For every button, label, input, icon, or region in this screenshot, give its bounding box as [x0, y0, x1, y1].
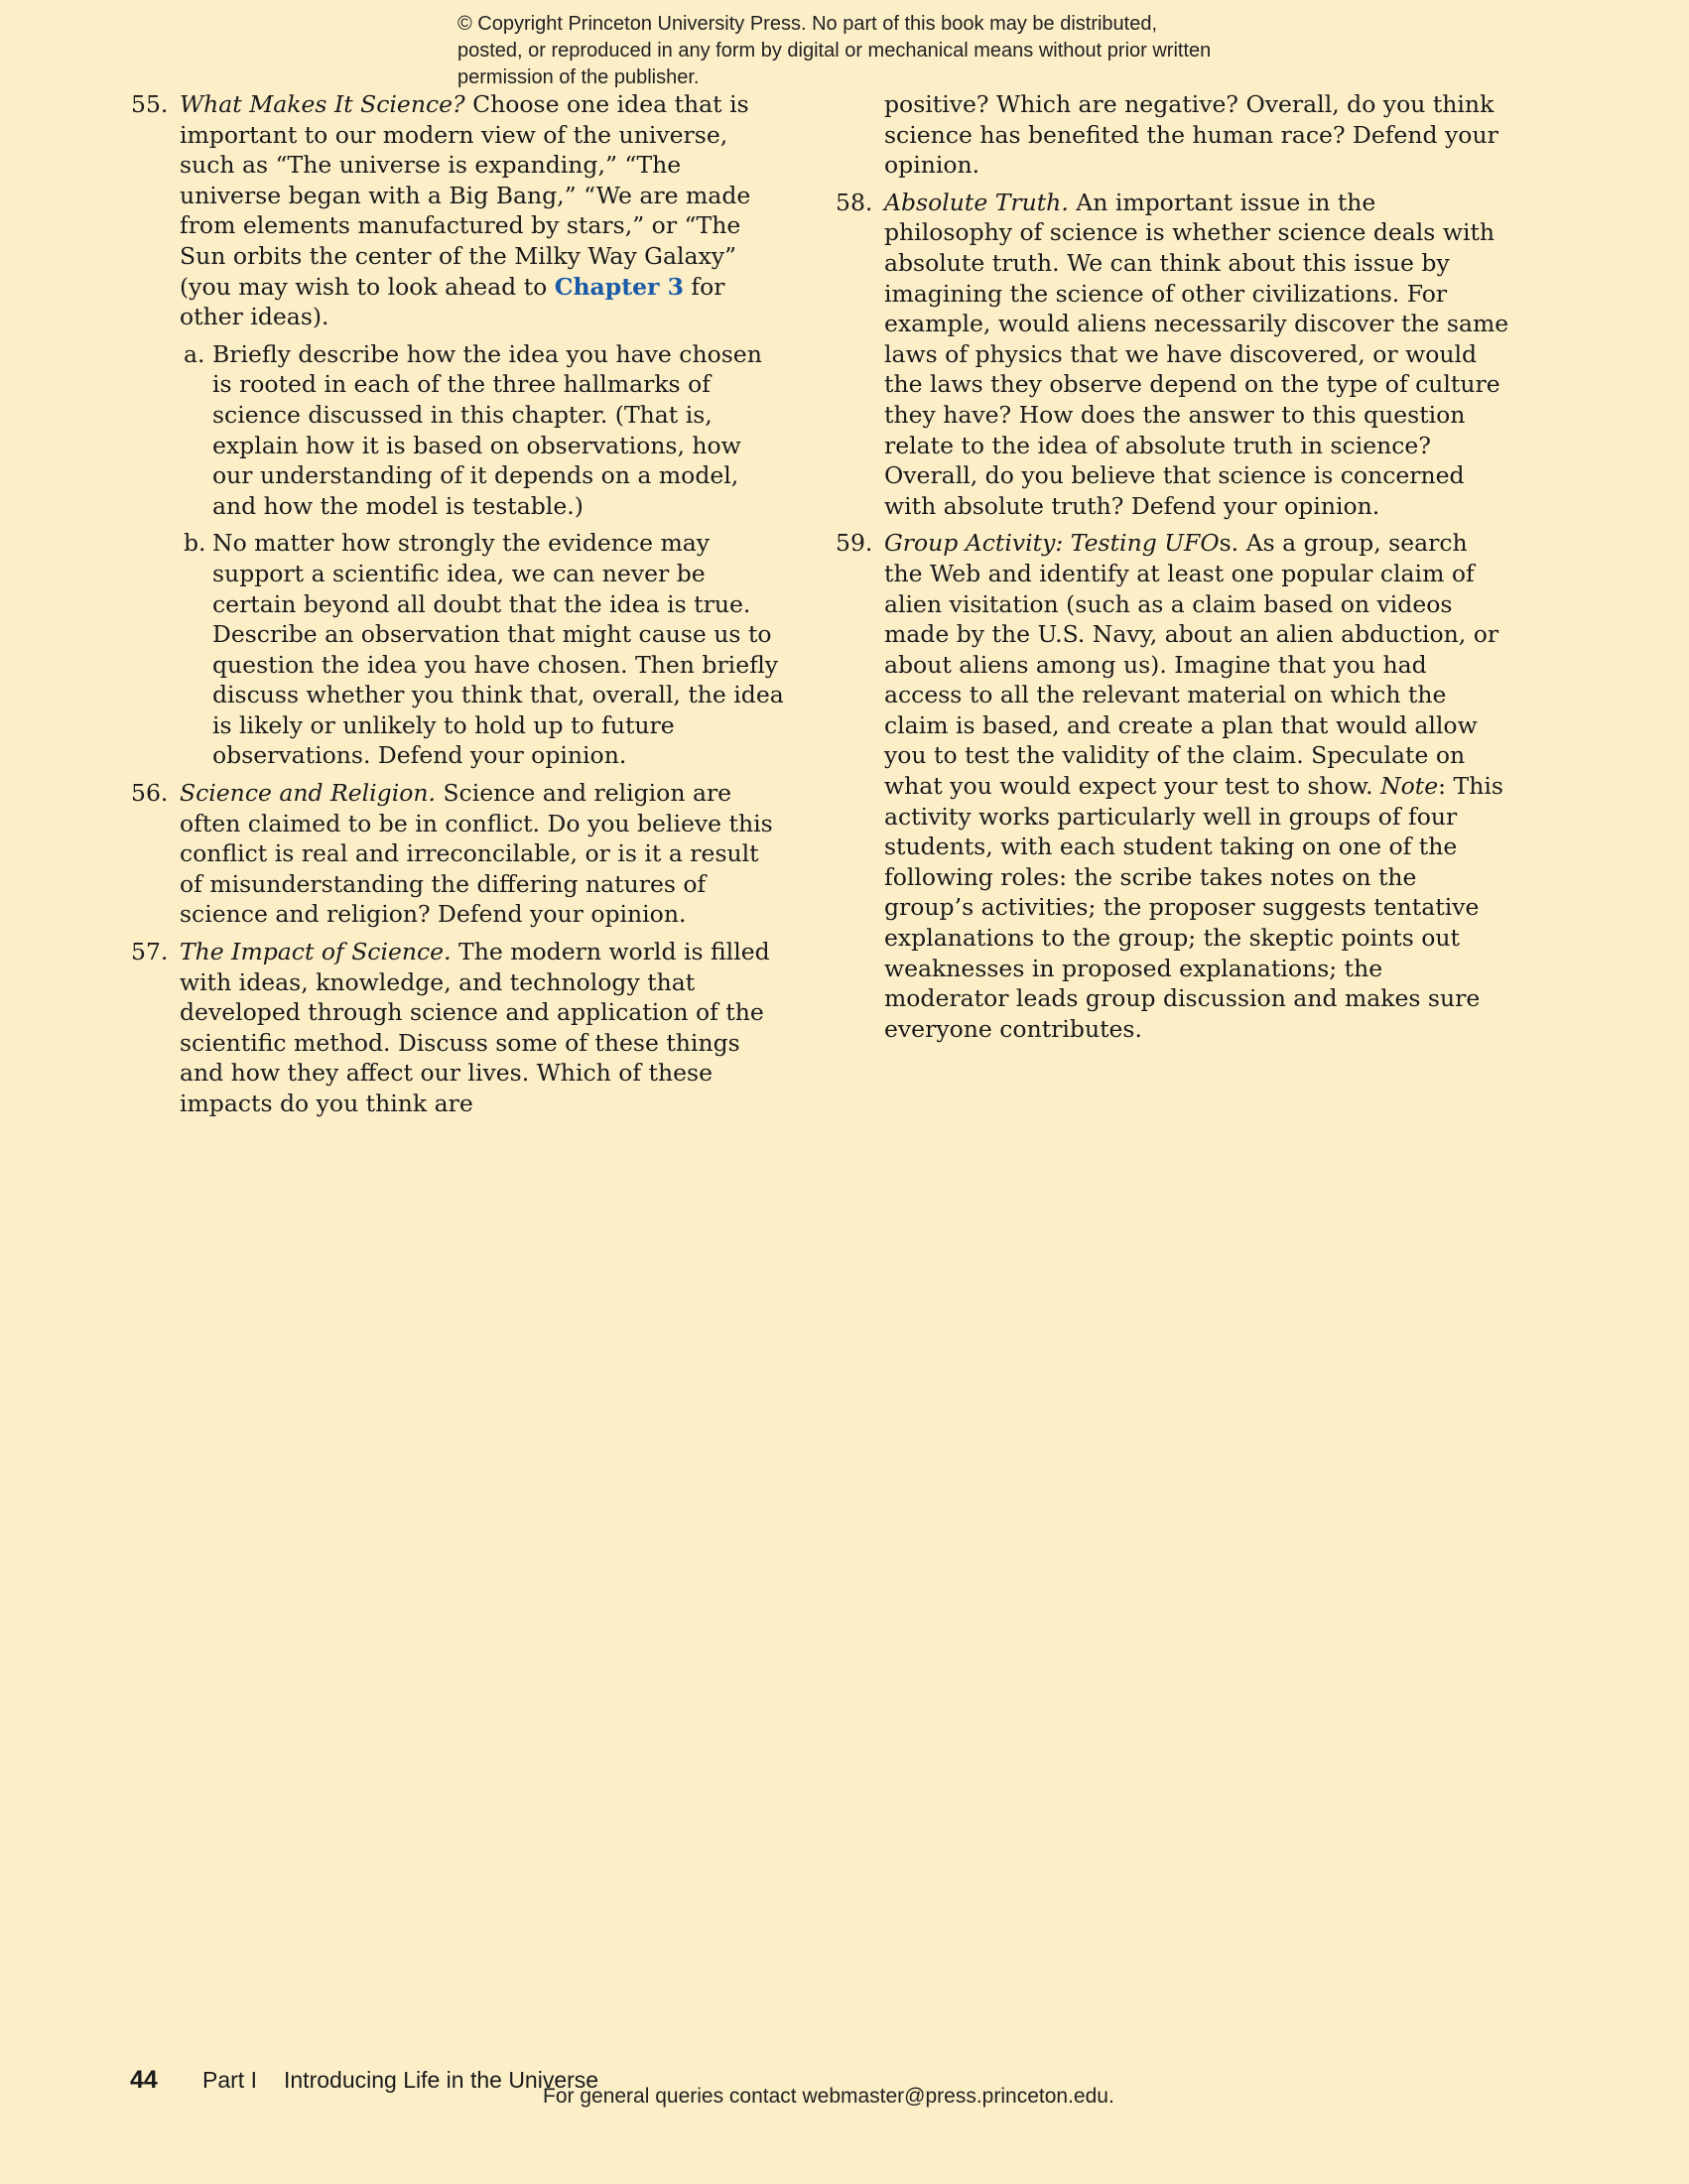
right-column — [836, 89, 1510, 1051]
question-body: Choose one idea that is important to our modern view of the universe, such as “The universe is expanding,” “The universe began with a Big Bang,” “We are made from elements manufactured by stars,” or “The Sun orbits the center of the Milky Way Galaxy” (you may wish to look ahead to — [180, 90, 751, 301]
question-55-part-b — [131, 528, 786, 771]
question-title: The Impact of Science. — [180, 938, 452, 966]
question-body: The modern world is filled with ideas, knowledge, and technology that developed through science and application of the scientific method. Discuss some of these things and how they affect our lives. Which of these impacts do you think are — [180, 938, 770, 1117]
question-text — [884, 528, 1510, 1044]
question-title: What Makes It Science? — [180, 90, 465, 118]
question-55 — [131, 89, 786, 332]
copyright-notice: © Copyright Princeton University Press. No part of this book may be distributed, posted, or reproduced in any form by digital or mechanical means without prior written permission of the publisher. — [457, 13, 1212, 88]
note-label: Note — [1380, 772, 1439, 801]
part-text: Briefly describe how the idea you have chosen is rooted in each of the three hallmarks of science discussed in this chapter. (That is, explain how it is based on observations, how our understanding of it depends on a model, and how the model is testable.) — [212, 339, 762, 520]
question-55-part-a — [131, 339, 786, 522]
question-number: 57. — [131, 938, 169, 966]
question-body: As a group, search the Web and identify at least one popular claim of alien visitation (such as a claim based on videos made by the U.S. Navy, about an alien abduction, or about aliens among us). Imagine that you had access to all the relevant material on which the claim is based, and create a plan that would allow you to test the validity of the claim. Speculate on what you would expect your test to show. — [884, 529, 1499, 801]
part-title: Introducing Life in the Universe — [284, 2067, 599, 2093]
question-text — [180, 778, 786, 930]
question-number: 59. — [836, 529, 873, 558]
question-text — [884, 188, 1510, 522]
left-column — [131, 89, 786, 1126]
question-body: An important issue in the philosophy of science is whether science deals with absolute truth. We can think about this issue by imagining the science of other civilizations. For example, would aliens necessarily discover the same laws of physics that we have discovered, or would the laws they observe depend on the type of culture they have? How does the answer to this question relate to the idea of absolute truth in science? Overall, do you believe that science is concerned with absolute truth? Defend your opinion. — [884, 188, 1509, 520]
question-number: 58. — [836, 188, 873, 216]
question-body-end: for other ideas). — [180, 272, 725, 331]
part-label: Part I — [202, 2067, 257, 2093]
question-title: Science and Religion. — [180, 779, 436, 808]
question-title: Group Activity: Testing UFO — [884, 529, 1220, 558]
question-title: Absolute Truth. — [884, 188, 1069, 216]
part-label: a. — [184, 339, 205, 368]
note-text: : This activity works particularly well in groups of four students, with each student taking on one of the following roles: the scribe takes notes on the group’s activities; the proposer suggests tentative explanations to the group; the skeptic points out weaknesses in proposed explanations; the moderator leads group discussion and makes sure everyone contributes. — [884, 772, 1503, 1043]
part-text: No matter how strongly the evidence may support a scientific idea, we can never be certain beyond all doubt that the idea is true. Describe an observation that might cause us to question the idea you have chosen. Then briefly discuss whether you think that, overall, the idea is likely or unlikely to hold up to future observations. Defend your opinion. — [212, 529, 784, 770]
question-text — [180, 89, 786, 332]
part-label: b. — [184, 529, 206, 558]
contact-notice: For general queries contact webmaster@press.princeton.edu. — [543, 2085, 1114, 2108]
page-number: 44 — [130, 2066, 158, 2094]
question-59 — [836, 528, 1510, 1044]
question-57-continued — [836, 89, 1510, 181]
question-56 — [131, 778, 786, 930]
question-number: 55. — [131, 90, 169, 118]
chapter-3-link[interactable]: Chapter 3 — [554, 272, 684, 301]
question-text: positive? Which are negative? Overall, do you think science has benefited the human race? Defend your opinion. — [884, 90, 1498, 180]
question-58 — [836, 188, 1510, 522]
question-number: 56. — [131, 779, 169, 808]
question-57 — [131, 937, 786, 1119]
question-title-suffix: s. — [1219, 529, 1239, 558]
question-text — [180, 937, 786, 1119]
question-body: Science and religion are often claimed to be in conflict. Do you believe this conflict is real and irreconcilable, or is it a result of misunderstanding the differing natures of science and religion? Defend your opinion. — [180, 779, 773, 929]
